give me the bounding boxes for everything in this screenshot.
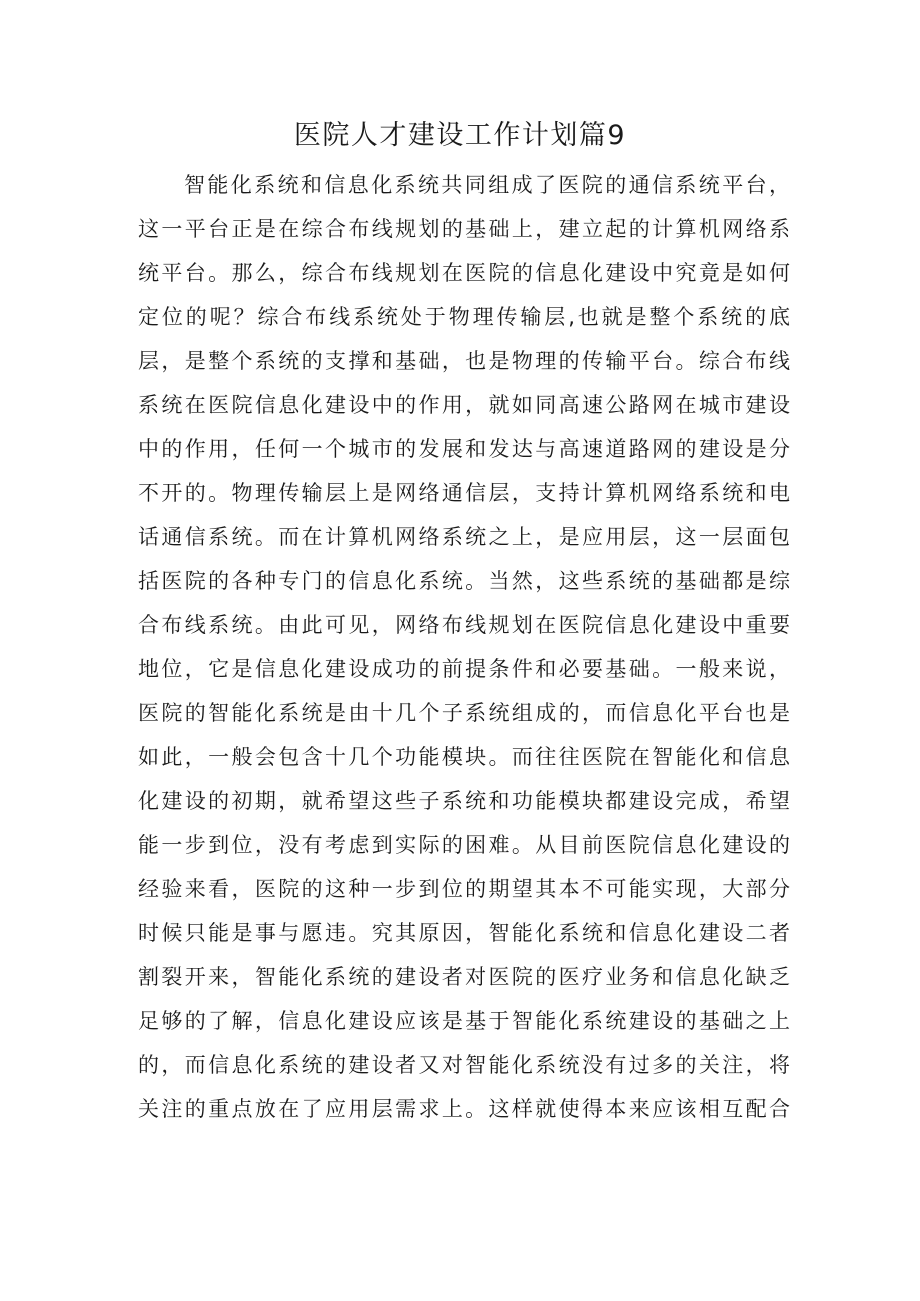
text-line: 层，是整个系统的支撑和基础，也是物理的传输平台。综合布线	[138, 349, 790, 373]
text-line: 统平台。那么，综合布线规划在医院的信息化建设中究竟是如何	[138, 261, 790, 285]
text-line: 括医院的各种专门的信息化系统。当然，这些系统的基础都是综	[138, 569, 790, 593]
text-line: 定位的呢？综合布线系统处于物理传输层,也就是整个系统的底	[138, 305, 790, 329]
text-line: 中的作用，任何一个城市的发展和发达与高速道路网的建设是分	[138, 437, 790, 461]
text-line: 地位，它是信息化建设成功的前提条件和必要基础。一般来说，	[138, 657, 790, 681]
text-line: 医院的智能化系统是由十几个子系统组成的，而信息化平台也是	[138, 701, 790, 725]
text-line: 合布线系统。由此可见，网络布线规划在医院信息化建设中重要	[138, 613, 790, 637]
document-title: 医院人才建设工作计划篇9	[293, 120, 627, 151]
text-line: 不开的。物理传输层上是网络通信层，支持计算机网络系统和电	[138, 481, 790, 505]
text-line: 这一平台正是在综合布线规划的基础上，建立起的计算机网络系	[138, 217, 790, 241]
text-line: 智能化系统和信息化系统共同组成了医院的通信系统平台，	[184, 173, 790, 197]
text-line: 话通信系统。而在计算机网络系统之上，是应用层，这一层面包	[138, 525, 790, 549]
body-paragraph	[138, 163, 790, 1131]
text-line: 时候只能是事与愿违。究其原因，智能化系统和信息化建设二者	[138, 921, 790, 945]
text-line: 关注的重点放在了应用层需求上。这样就使得本来应该相互配合	[138, 1097, 790, 1121]
text-line: 能一步到位，没有考虑到实际的困难。从目前医院信息化建设的	[138, 833, 790, 857]
text-line: 割裂开来，智能化系统的建设者对医院的医疗业务和信息化缺乏	[138, 965, 790, 989]
text-line: 足够的了解，信息化建设应该是基于智能化系统建设的基础之上	[138, 1009, 790, 1033]
text-line: 经验来看，医院的这种一步到位的期望其本不可能实现，大部分	[138, 877, 790, 901]
text-line: 化建设的初期，就希望这些子系统和功能模块都建设完成，希望	[138, 789, 790, 813]
text-line: 如此，一般会包含十几个功能模块。而往往医院在智能化和信息	[138, 745, 790, 769]
text-line: 系统在医院信息化建设中的作用，就如同高速公路网在城市建设	[138, 393, 790, 417]
text-line: 的，而信息化系统的建设者又对智能化系统没有过多的关注，将	[138, 1053, 790, 1077]
